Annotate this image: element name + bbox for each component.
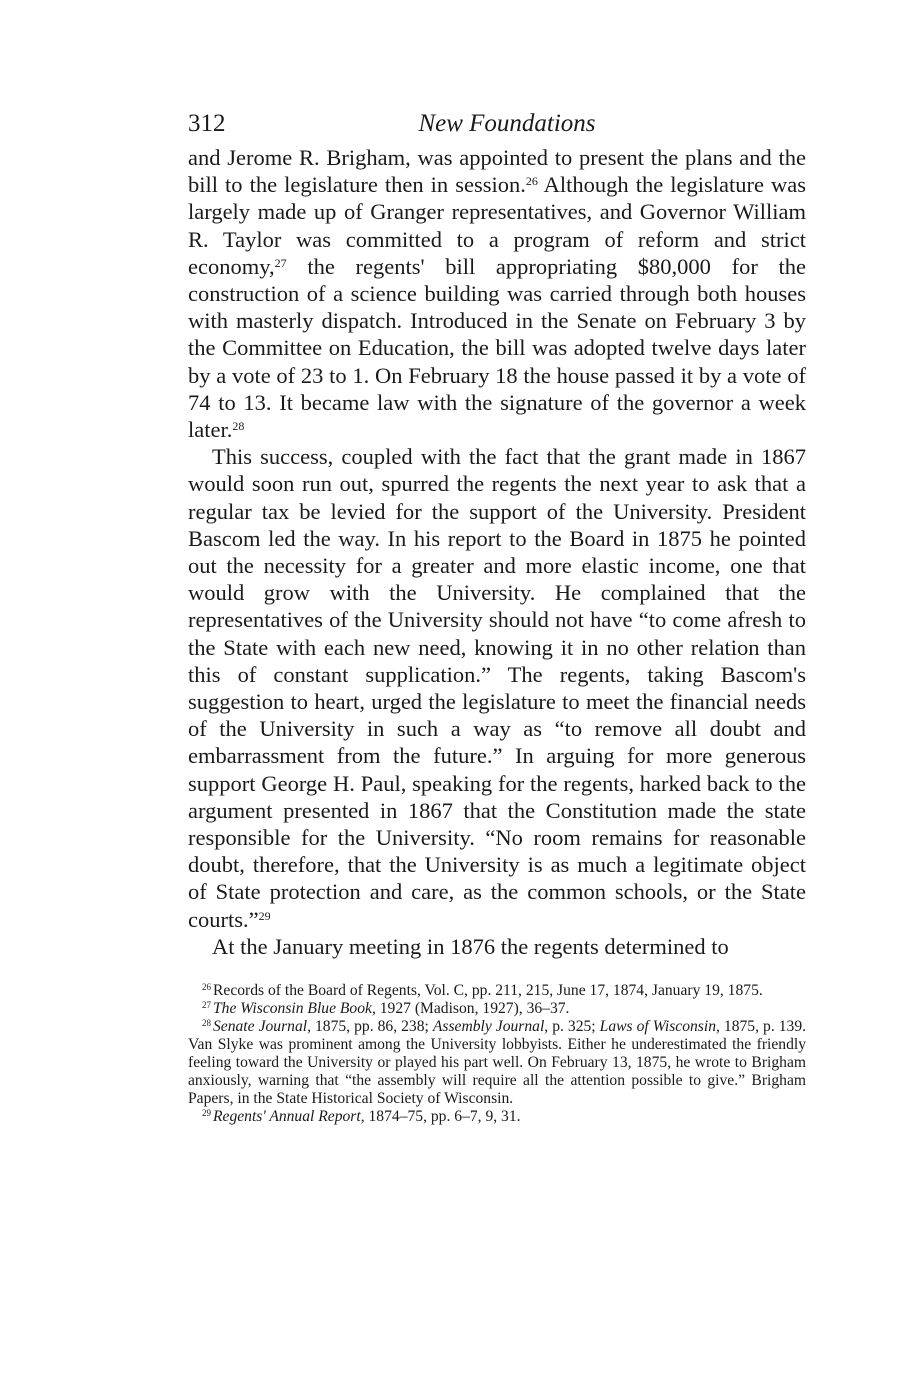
footnote-reference: 28 <box>232 418 245 433</box>
footnote-mark: 26 <box>202 981 211 992</box>
footnote-mark: 27 <box>202 999 211 1010</box>
footnote <box>188 1108 806 1126</box>
book-page <box>188 104 806 1126</box>
paragraph-text: and Jerome R. Brigham, was appointed to present the plans and the bill to the legislature then in session. <box>188 145 806 198</box>
footnote-text: Records of the Board of Regents, Vol. C, pp. 211, 215, June 17, 1874, January 19, 1875. <box>213 982 763 1000</box>
running-title: New Foundations <box>418 110 596 137</box>
paragraph <box>188 144 806 443</box>
footnote-text: 1875, pp. 86, 238; <box>311 1018 433 1036</box>
footnotes <box>188 982 806 1126</box>
footnote-mark: 29 <box>202 1107 211 1118</box>
paragraph <box>188 443 806 933</box>
footnote-mark: 28 <box>202 1017 211 1028</box>
footnote <box>188 1018 806 1108</box>
footnote-text: p. 325; <box>548 1018 600 1036</box>
running-head <box>188 104 806 144</box>
footnote <box>188 1000 806 1018</box>
footnote-title: Laws of Wisconsin, <box>599 1018 720 1036</box>
paragraph-text: Although the legislature was largely made up of Granger representatives, and Governor William R. Taylor was committed to a program of reform and strict economy, <box>188 172 806 279</box>
footnote-reference: 26 <box>525 174 538 189</box>
footnote-reference: 29 <box>258 908 271 923</box>
footnote-title: Senate Journal, <box>213 1018 311 1036</box>
footnote <box>188 982 806 1000</box>
body-text <box>188 144 806 960</box>
footnote-title: Regents' Annual Report, <box>213 1108 365 1126</box>
paragraph-text: At the January meeting in 1876 the regents determined to <box>212 933 729 959</box>
footnote-text: 1927 (Madison, 1927), 36–37. <box>375 1000 570 1018</box>
footnote-text: 1874–75, pp. 6–7, 9, 31. <box>364 1108 521 1126</box>
footnote-reference: 27 <box>274 255 287 270</box>
paragraph-text: This success, coupled with the fact that the grant made in 1867 would soon run out, spurred the regents the next year to ask that a regular tax be levied for the support of the University. President Bascom led the way. In his report to the Board in 1875 he pointed out the necessity for a greater and more elastic income, one that would grow with the University. He complained that the representatives of the University should not have “to come afresh to the State with each new need, knowing it in no other relation than this of constant supplication.” The regents, taking Bascom's suggestion to heart, urged the legislature to meet the financial needs of the University in such a way as “to remove all doubt and embarrassment from the future.” In arguing for more generous support George H. Paul, speaking for the regents, harked back to the argument presented in 1867 that the Constitution made the state responsible for the University. “No room remains for reasonable doubt, therefore, that the University is as much a legitimate object of State protection and care, as the common schools, or the State courts.” <box>188 444 806 932</box>
footnote-title: The Wisconsin Blue Book, <box>213 1000 376 1018</box>
footnote-title: Assembly Journal, <box>432 1018 549 1036</box>
page-number: 312 <box>188 110 226 137</box>
paragraph-text: the regents' bill appropriating $80,000 for the construction of a science building was carried through both houses with masterly dispatch. Introduced in the Senate on February 3 by the Committee on Education, the bill was adopted twelve days later by a vote of 23 to 1. On February 18 the house passed it by a vote of 74 to 13. It became law with the signature of the governor a week later. <box>188 253 806 443</box>
paragraph <box>188 933 806 960</box>
footnote-text: 1875, p. 139. Van Slyke was prominent among the University lobbyists. Either he underestimated the friendly feeling toward the University or played his part well. On February 13, 1875, he wrote to Brigham anxiously, warning that “the assembly will require all the attention possible to give.” Brigham Papers, in the State Historical Society of Wisconsin. <box>188 1018 807 1108</box>
